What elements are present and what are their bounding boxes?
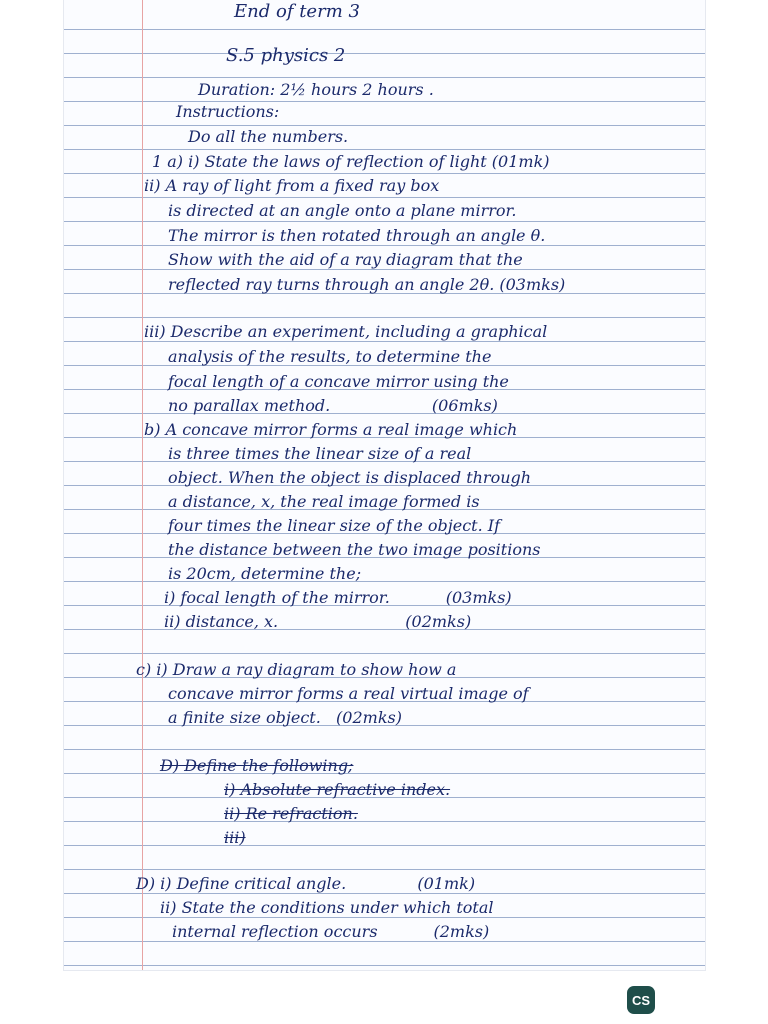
question-line: Show with the aid of a ray diagram that the (168, 250, 523, 269)
question-line: internal reflection occurs (2mks) (172, 922, 490, 941)
exam-duration: Duration: 2½ hours 2 hours . (198, 80, 434, 99)
question-line: is directed at an angle onto a plane mirror. (168, 201, 517, 220)
crossed-out-line: ii) Re refraction. (224, 804, 358, 823)
question-line: ii) distance, x. (02mks) (164, 612, 472, 631)
question-line: reflected ray turns through an angle 2θ. (03mks) (168, 275, 566, 294)
question-line: analysis of the results, to determine the (168, 347, 492, 366)
crossed-out-line: i) Absolute refractive index. (224, 780, 451, 799)
question-line: the distance between the two image positions (168, 540, 541, 559)
instruction-text: Do all the numbers. (188, 127, 349, 146)
question-line: four times the linear size of the object. If (168, 516, 500, 535)
question-line: is 20cm, determine the; (168, 564, 362, 583)
margin-line (142, 0, 143, 970)
question-line: b) A concave mirror forms a real image which (144, 420, 518, 439)
question-line: concave mirror forms a real virtual image of (168, 684, 529, 703)
question-line: no parallax method. (06mks) (168, 396, 498, 415)
crossed-out-line: D) Define the following; (160, 756, 354, 775)
instructions-label: Instructions: (176, 102, 280, 121)
question-line: D) i) Define critical angle. (01mk) (136, 874, 476, 893)
question-line: The mirror is then rotated through an angle θ. (168, 226, 546, 245)
exam-paper-page (64, 0, 705, 970)
question-line: ii) A ray of light from a fixed ray box (144, 176, 440, 195)
exam-subject: S.5 physics 2 (226, 45, 346, 66)
question-line: object. When the object is displaced through (168, 468, 532, 487)
exam-title: End of term 3 (234, 1, 360, 22)
question-line: i) focal length of the mirror. (03mks) (164, 588, 512, 607)
question-line: ii) State the conditions under which total (160, 898, 494, 917)
question-line: c) i) Draw a ray diagram to show how a (136, 660, 457, 679)
camscanner-logo: CS (627, 986, 655, 1014)
crossed-out-line: iii) (224, 828, 246, 847)
question-line: is three times the linear size of a real (168, 444, 472, 463)
question-line: 1 a) i) State the laws of reflection of light (01mk) (152, 152, 550, 171)
question-line: focal length of a concave mirror using the (168, 372, 509, 391)
question-line: a finite size object. (02mks) (168, 708, 402, 727)
question-line: a distance, x, the real image formed is (168, 492, 480, 511)
question-line: iii) Describe an experiment, including a graphical (144, 322, 548, 341)
